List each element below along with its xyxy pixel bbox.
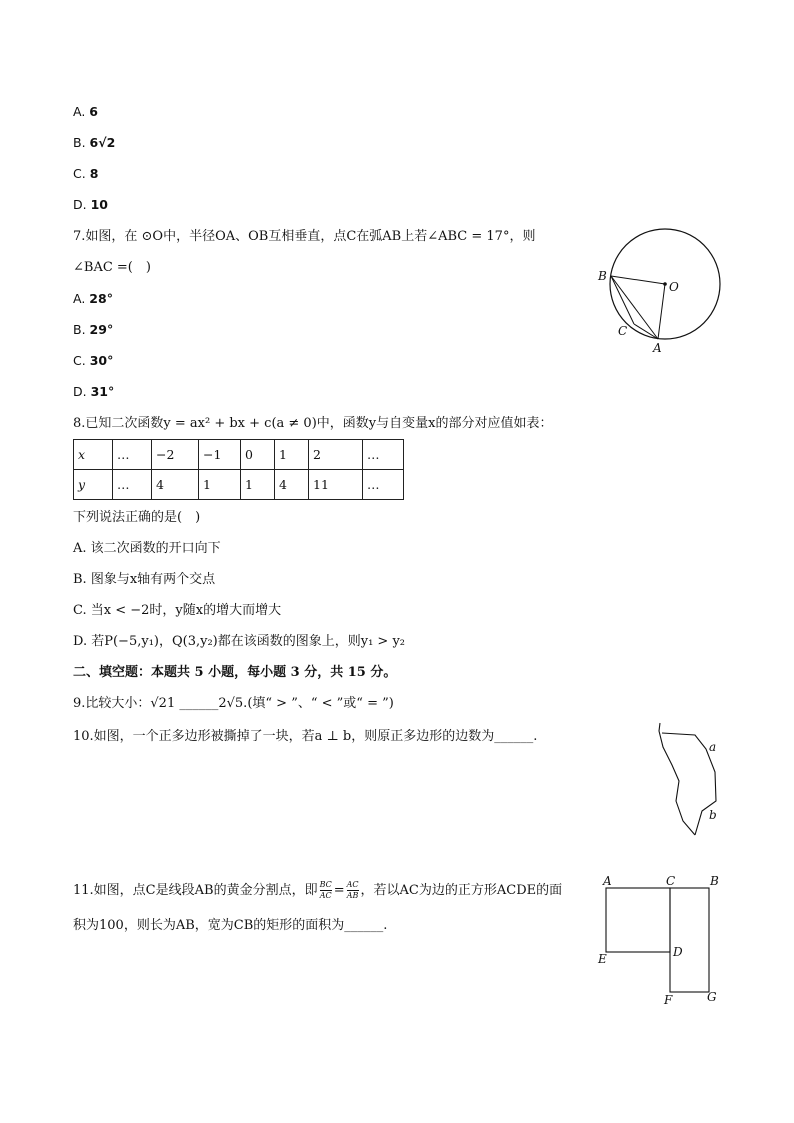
table-cell: y: [74, 470, 113, 500]
square-acde: [606, 888, 670, 952]
q6-option-a-text: 6: [89, 104, 98, 119]
table-row: [74, 470, 404, 500]
fraction-bc-ac: $\frac{BC}{AC}$: [319, 880, 332, 900]
q7-option-b: B. 29°: [73, 322, 114, 337]
q6-option-d-text: 10: [90, 197, 108, 212]
table-cell: 0: [241, 440, 275, 470]
segment-bc: [611, 276, 634, 324]
q8-stem: 8.已知二次函数y = ax² + bx + c(a ≠ 0)中，函数y与自变量x的部分对应值如表：: [73, 416, 553, 431]
table-cell: …: [363, 440, 404, 470]
label-c: C: [666, 874, 676, 888]
q7-option-d: D. 31°: [73, 384, 115, 399]
q7-option-c: C. 30°: [73, 353, 114, 368]
q6-option-c-text: 8: [89, 166, 99, 181]
q8-prompt: 下列说法正确的是( ): [73, 510, 201, 525]
q8-option-a: A. 该二次函数的开口向下: [73, 541, 221, 556]
fraction-ac-ab: $\frac{AC}{AB}$: [346, 880, 359, 900]
q11-stem-line1: 11.如图，点C是线段AB的黄金分割点，即 $\frac{BC}{AC}$ = $\frac{AC}{AB}$ ，若以AC为边的正方形ACDE的面: [73, 880, 563, 900]
q6-option-b-text: 6√2: [89, 135, 116, 150]
table-cell: 2: [309, 440, 363, 470]
torn-edge: [659, 723, 695, 835]
q11-stem-line2: 积为100，则长为AB，宽为CB的矩形的面积为______.: [73, 918, 388, 933]
label-o: O: [669, 280, 679, 294]
label-b: B: [710, 874, 719, 888]
table-cell: 1: [241, 470, 275, 500]
table-cell: 11: [309, 470, 363, 500]
q7-stem-line1: 7.如图，在 ⊙O中，半径OA、OB互相垂直，点C在弧AB上若∠ABC = 17°，则: [73, 229, 536, 244]
segment-oa: [658, 284, 665, 339]
table-row: [74, 440, 404, 470]
table-cell: −1: [199, 440, 241, 470]
table-cell: …: [113, 440, 152, 470]
label-f: F: [664, 993, 673, 1007]
q6-option-b: B. 6√2: [73, 135, 116, 150]
q9-stem: 9.比较大小：√21 ______2√5.(填“ > ”、“ < ”或“ = ”): [73, 696, 394, 711]
center-dot: [663, 282, 667, 286]
q8-option-c: C. 当x < −2时，y随x的增大而增大: [73, 603, 282, 618]
q7-option-a: A. 28°: [73, 291, 113, 306]
table-cell: −2: [152, 440, 199, 470]
label-g: G: [707, 990, 717, 1004]
q6-option-c: C. 8: [73, 166, 99, 181]
q6-option-d: D. 10: [73, 197, 108, 212]
q11-golden-section-figure: [595, 870, 725, 1010]
q7-stem-line2: ∠BAC =( ): [73, 260, 151, 275]
q10-stem: 10.如图，一个正多边形被撕掉了一块，若a ⊥ b，则原正多边形的边数为______.: [73, 729, 538, 744]
rectangle-cbgf: [670, 888, 709, 992]
table-cell: x: [74, 440, 113, 470]
table-cell: 1: [199, 470, 241, 500]
q7-circle-figure: [590, 225, 730, 360]
label-c: C: [618, 324, 628, 338]
q8-option-d: D. 若P(−5,y₁)，Q(3,y₂)都在该函数的图象上，则y₁ > y₂: [73, 634, 406, 649]
label-d: D: [673, 945, 683, 959]
section-2-title: 二、填空题：本题共 5 小题，每小题 3 分，共 15 分。: [73, 665, 397, 680]
table-cell: 4: [275, 470, 309, 500]
label-a: a: [709, 740, 717, 754]
table-cell: …: [363, 470, 404, 500]
segment-ob: [611, 276, 665, 284]
q6-option-a: A. 6: [73, 104, 98, 119]
table-cell: …: [113, 470, 152, 500]
polygon-sides: [662, 733, 716, 835]
label-b: B: [598, 269, 607, 283]
label-a: A: [653, 341, 662, 355]
label-e: E: [598, 952, 607, 966]
q10-torn-polygon-figure: [650, 723, 740, 838]
label-a: A: [603, 874, 612, 888]
table-cell: 4: [152, 470, 199, 500]
label-b: b: [709, 808, 717, 822]
q8-value-table: [73, 439, 404, 500]
table-cell: 1: [275, 440, 309, 470]
q8-option-b: B. 图象与x轴有两个交点: [73, 572, 216, 587]
